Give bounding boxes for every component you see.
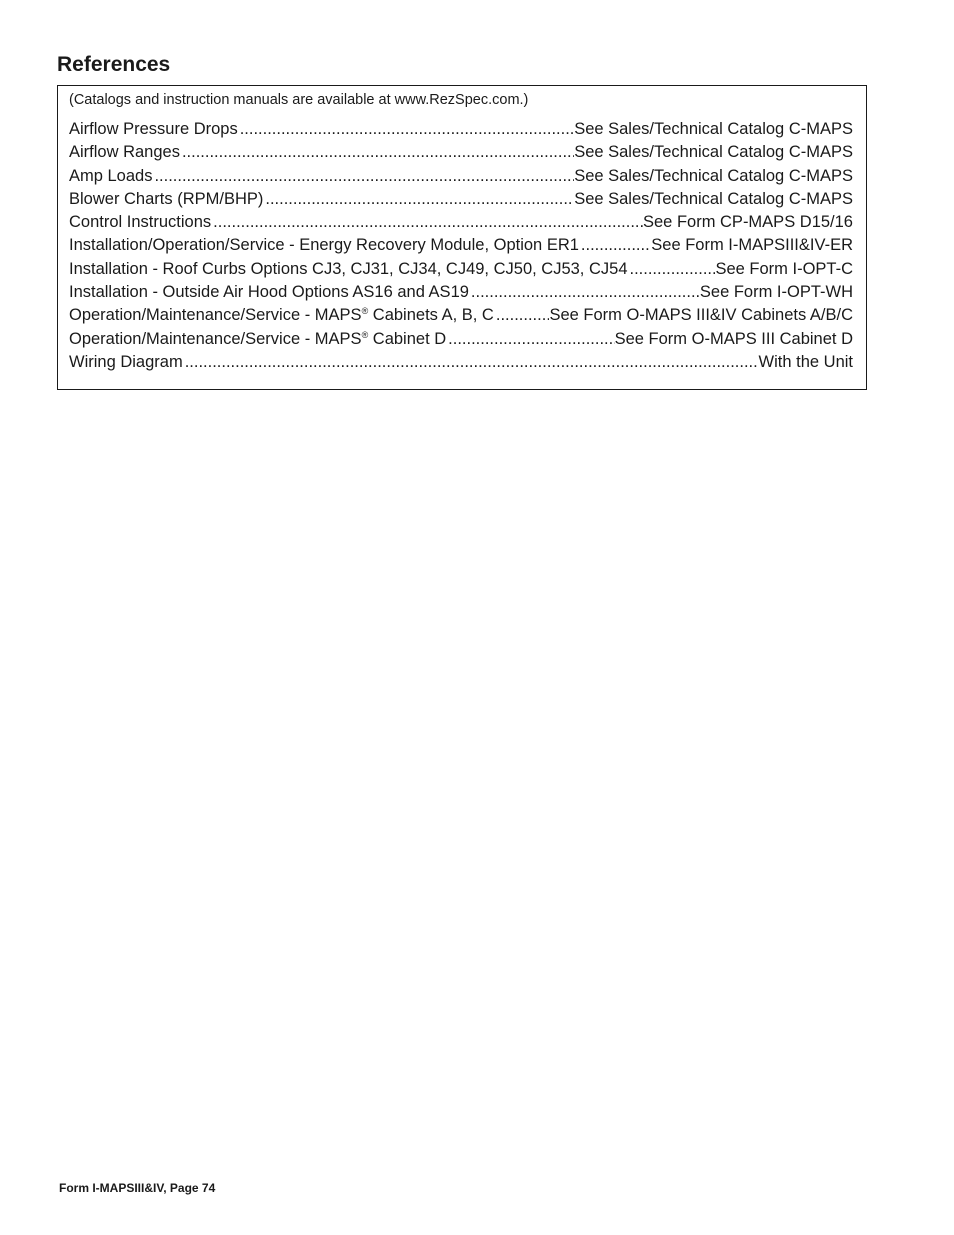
- reference-label: Wiring Diagram: [69, 352, 183, 371]
- dot-leader: [263, 188, 574, 211]
- reference-label: [69, 328, 446, 351]
- reference-label: Airflow Pressure Drops: [69, 120, 238, 138]
- reference-list: [69, 118, 853, 374]
- availability-note: (Catalogs and instruction manuals are available at www.RezSpec.com.): [69, 92, 529, 108]
- references-box: [57, 85, 867, 390]
- dot-leader: [494, 304, 550, 327]
- reference-item: [69, 328, 853, 351]
- dot-leader: [152, 165, 574, 188]
- reference-label-text: Operation/Maintenance/Service - MAPS: [69, 306, 362, 325]
- reference-item: [69, 304, 853, 327]
- reference-target: See Form I-MAPSIII&IV-ER: [651, 236, 853, 255]
- registered-mark: ®: [361, 329, 369, 340]
- dot-leader: [238, 118, 574, 141]
- reference-target: See Form CP-MAPS D15/16: [643, 213, 853, 232]
- reference-label: Installation - Roof Curbs Options CJ3, CJ31, CJ34, CJ49, CJ50, CJ53, CJ54: [69, 259, 628, 278]
- reference-target: See Sales/Technical Catalog C-MAPS: [574, 120, 853, 138]
- reference-item: [69, 141, 853, 164]
- reference-item: [69, 188, 853, 211]
- reference-label: Blower Charts (RPM/BHP): [69, 189, 264, 208]
- reference-target: See Form O-MAPS III Cabinet D: [614, 329, 853, 348]
- reference-target: See Sales/Technical Catalog C-MAPS: [574, 166, 853, 185]
- reference-label: Installation/Operation/Service - Energy Recovery Module, Option ER1: [69, 236, 579, 255]
- reference-target: See Form I-OPT-WH: [699, 283, 853, 302]
- dot-leader: [628, 258, 716, 281]
- reference-label-text: Cabinet D: [368, 329, 447, 348]
- reference-item: [69, 351, 853, 374]
- reference-label: Control Instructions: [69, 213, 212, 232]
- reference-label: Installation - Outside Air Hood Options AS16 and AS19: [69, 283, 469, 302]
- reference-target: See Form I-OPT-C: [715, 259, 853, 278]
- reference-item: [69, 281, 853, 304]
- reference-target: See Sales/Technical Catalog C-MAPS: [574, 189, 853, 208]
- reference-item: [69, 165, 853, 188]
- reference-item: [69, 211, 853, 234]
- reference-label-text: Cabinets A, B, C: [368, 306, 494, 325]
- reference-target: With the Unit: [758, 352, 853, 371]
- reference-label: Amp Loads: [69, 166, 153, 185]
- dot-leader: [211, 211, 643, 234]
- page-footer: Form I-MAPSIII&IV, Page 74: [59, 1181, 216, 1195]
- page-heading: References: [57, 53, 171, 76]
- reference-label-text: Operation/Maintenance/Service - MAPS: [69, 329, 362, 348]
- dot-leader: [579, 234, 651, 257]
- dot-leader: [183, 351, 759, 374]
- reference-label: [69, 304, 494, 327]
- reference-target: See Sales/Technical Catalog C-MAPS: [574, 143, 853, 162]
- reference-item: [69, 118, 853, 141]
- registered-mark: ®: [361, 306, 369, 317]
- reference-target: See Form O-MAPS III&IV Cabinets A/B/C: [549, 306, 853, 325]
- dot-leader: [180, 141, 574, 164]
- dot-leader: [446, 328, 614, 351]
- reference-item: [69, 258, 853, 281]
- reference-item: [69, 234, 853, 257]
- dot-leader: [469, 281, 700, 304]
- reference-label: Airflow Ranges: [69, 143, 180, 162]
